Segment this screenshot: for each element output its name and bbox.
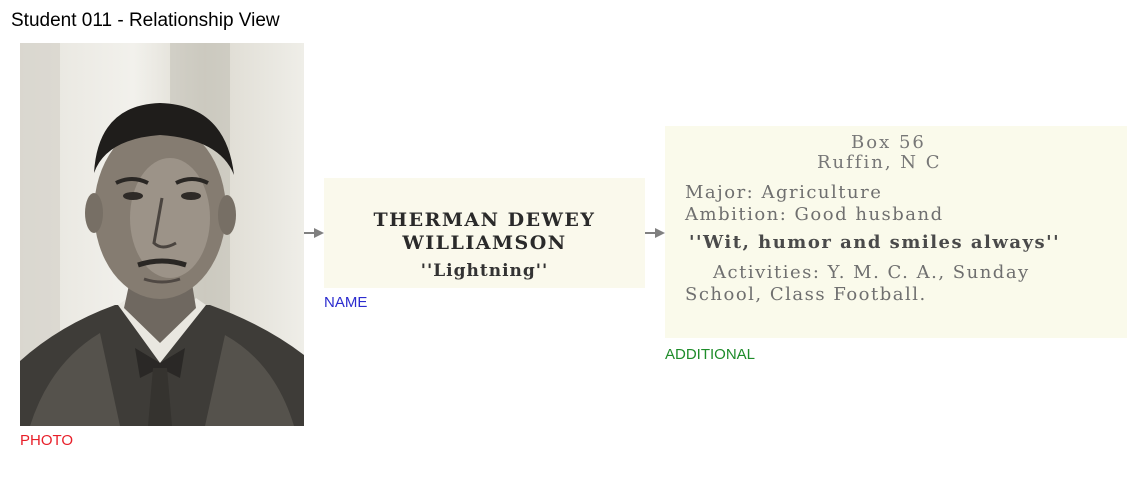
additional-label: ADDITIONAL bbox=[665, 346, 756, 363]
name-panel bbox=[324, 178, 645, 288]
name-label: NAME bbox=[324, 294, 368, 311]
activities-line-1: Activities: Y. M. C. A., Sunday bbox=[713, 262, 1030, 283]
photo-label: PHOTO bbox=[20, 432, 74, 449]
additional-panel bbox=[665, 126, 1127, 338]
student-photo bbox=[20, 43, 304, 426]
portrait-image bbox=[20, 43, 304, 426]
name-line-1: THERMAN DEWEY bbox=[373, 209, 596, 231]
activities-line-2: School, Class Football. bbox=[685, 284, 927, 305]
arrow-name-to-additional-icon bbox=[645, 227, 665, 239]
hometown: Ruffin, N C bbox=[817, 152, 942, 173]
ambition: Ambition: Good husband bbox=[685, 204, 944, 225]
name-line-2: WILLIAMSON bbox=[402, 232, 567, 254]
quote: ''Wit, humor and smiles always'' bbox=[689, 232, 1061, 253]
major: Major: Agriculture bbox=[685, 182, 883, 203]
box-number: Box 56 bbox=[851, 132, 926, 153]
page-title: Student 011 - Relationship View bbox=[11, 10, 280, 31]
nickname: ''Lightning'' bbox=[420, 261, 549, 281]
arrow-photo-to-name-icon bbox=[304, 227, 324, 239]
